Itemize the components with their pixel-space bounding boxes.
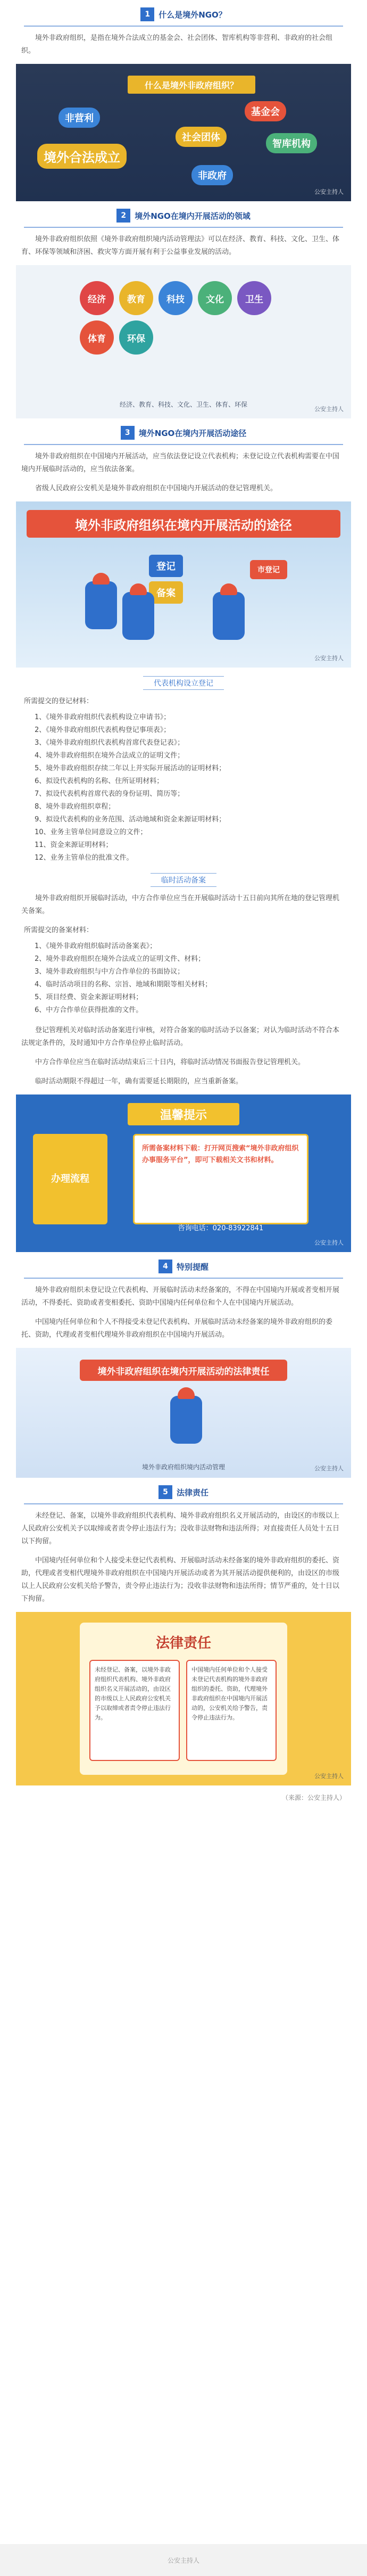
paragraph: 临时活动期限不得超过一年，确有需要延长期限的，应当重新备案。 xyxy=(35,1077,243,1085)
section-number: 2 xyxy=(116,209,130,223)
list-item: 3、境外非政府组织与中方合作单位的书面协议； xyxy=(35,968,185,976)
list-item: 2、《境外非政府组织代表机构登记事项表》； xyxy=(35,726,171,734)
tag-2: 基金会 xyxy=(245,101,286,121)
paragraph: 省级人民政府公安机关是境外非政府组织在中国境内开展活动的登记管理机关。 xyxy=(35,484,278,492)
field-tile: 环保 xyxy=(119,320,153,355)
paragraph: 境外非政府组织未登记设立代表机构、开展临时活动未经备案的，不得在中国境内开展或者变相开展活动，不得委托、资助或者变相委托、资助中国境内任何单位和个人在中国境内开展活动。 xyxy=(21,1286,340,1307)
section-number: 4 xyxy=(159,1260,172,1273)
temp-activity-heading xyxy=(0,873,367,887)
list-item: 9、拟设代表机构的业务范围、活动地域和资金来源证明材料； xyxy=(35,816,226,824)
watermark: 公安主持人 xyxy=(314,1773,344,1780)
field-tile: 体育 xyxy=(80,320,114,355)
legal-image xyxy=(16,1612,351,1785)
list-item: 6、中方合作单位获得批准的文件。 xyxy=(35,1006,143,1014)
list-item: 10、业务主管单位同意设立的文件； xyxy=(35,828,147,836)
ngo-definition-image xyxy=(16,64,351,201)
paragraph: 中方合作单位应当在临时活动结束后三十日内，将临时活动情况书面报告登记管理机关。 xyxy=(35,1058,305,1066)
divider xyxy=(24,1503,343,1504)
footer-bar: 公安主持人 xyxy=(0,2544,367,2576)
list-item: 2、境外非政府组织在境外合法成立的证明文件、材料； xyxy=(35,955,205,963)
list-lead: 所需提交的登记材料： xyxy=(24,697,94,705)
rep-office-list xyxy=(24,695,343,865)
paragraph: 境外非政府组织依照《境外非政府组织境内活动管理法》可以在经济、教育、科技、文化、卫生、体育、环保等领域和济困、救灾等方面开展有利于公益事业发展的活动。 xyxy=(21,235,340,256)
watermark: 公安主持人 xyxy=(314,1465,344,1472)
source-note: （来源：公安主持人） xyxy=(281,1794,346,1801)
field-tile: 科技 xyxy=(159,281,193,315)
paragraph: 境外非政府组织开展临时活动，中方合作单位应当在开展临时活动十五日前向其所在地的登记管理机关备案。 xyxy=(21,894,340,915)
paragraph: 未经登记、备案，以境外非政府组织代表机构、境外非政府组织名义开展活动的，由设区的市级以上人民政府公安机关予以取缔或者责令停止违法行为；没收非法财物和违法所得；对直接责任人员处十五日以下拘留。 xyxy=(21,1512,340,1545)
section-title: 境外NGO在境内开展活动途径 xyxy=(138,428,247,438)
mascot-icon xyxy=(213,592,245,640)
section-number: 1 xyxy=(140,7,154,21)
tag-5: 境外合法成立 xyxy=(37,144,127,169)
tag-3: 社会团体 xyxy=(176,127,227,147)
image-caption: 经济、教育、科技、文化、卫生、体育、环保 xyxy=(119,401,247,408)
watermark: 公安主持人 xyxy=(314,406,344,413)
section-title: 特别提醒 xyxy=(176,1262,208,1272)
law-text-right: 中国境内任何单位和个人接受未登记代表机构的境外非政府组织的委托、资助，代理境外非政府组织在中国境内开展活动的，公安机关给予警告，责令停止违法行为。 xyxy=(186,1660,277,1761)
notice-phone: 咨询电话：020-83922841 xyxy=(178,1224,264,1232)
field-tile: 卫生 xyxy=(237,281,271,315)
list-item: 6、拟设代表机构的名称、住所证明材料； xyxy=(35,777,164,785)
notice-box: 所需备案材料下载：打开网页搜索“境外非政府组织办事服务平台”，即可下载相关文书和材料。 xyxy=(133,1134,308,1224)
list-item: 4、临时活动项目的名称、宗旨、地域和期限等相关材料； xyxy=(35,981,212,989)
watermark: 公安主持人 xyxy=(314,655,344,662)
list-item: 12、业务主管单位的批准文件。 xyxy=(35,854,134,862)
paragraph: 境外非政府组织，是指在境外合法成立的基金会、社会团体、智库机构等非营利、非政府的社会组织。 xyxy=(21,34,333,55)
list-item: 3、《境外非政府组织代表机构首席代表登记表》； xyxy=(35,739,185,747)
activity-fields-image xyxy=(16,265,351,418)
field-tile: 文化 xyxy=(198,281,232,315)
section-2-header xyxy=(0,209,367,223)
temp-activity-list xyxy=(24,924,343,1017)
divider xyxy=(24,444,343,445)
list-item: 1、《境外非政府组织临时活动备案表》； xyxy=(35,942,157,950)
subheading-text: 临时活动备案 xyxy=(151,873,216,887)
list-lead: 所需提交的备案材料： xyxy=(24,926,94,934)
tag-6: 非政府 xyxy=(191,165,233,185)
list-item: 1、《境外非政府组织代表机构设立申请书》； xyxy=(35,713,171,721)
watermark: 公安主持人 xyxy=(314,1239,344,1246)
activity-path-image xyxy=(16,501,351,668)
list-item: 7、拟设代表机构首席代表的身份证明、简历等； xyxy=(35,790,185,798)
special-reminder-image xyxy=(16,1348,351,1478)
section-number: 3 xyxy=(121,426,135,440)
pill-city: 市登记 xyxy=(250,560,287,579)
paragraph: 境外非政府组织在中国境内开展活动，应当依法登记设立代表机构；未登记设立代表机构需要在中国境内开展临时活动的，应当依法备案。 xyxy=(21,452,340,473)
field-tiles xyxy=(80,281,282,355)
list-item: 5、境外非政府组织存续二年以上并实际开展活动的证明材料； xyxy=(35,764,226,772)
pill-record: 备案 xyxy=(149,581,183,604)
notice-side: 办理流程 xyxy=(33,1134,107,1224)
notice-image xyxy=(16,1094,351,1252)
section-title: 法律责任 xyxy=(176,1487,208,1497)
field-tile: 经济 xyxy=(80,281,114,315)
section-3-header xyxy=(0,426,367,440)
law-text-left: 未经登记、备案，以境外非政府组织代表机构、境外非政府组织名义开展活动的，由设区的市级以上人民政府公安机关予以取缔或者责令停止违法行为。 xyxy=(89,1660,180,1761)
image-banner: 境外非政府组织在境内开展活动的法律责任 xyxy=(80,1360,287,1381)
mascot-icon xyxy=(170,1396,202,1444)
list-item: 11、资金来源证明材料； xyxy=(35,841,113,849)
section-4-header xyxy=(0,1260,367,1273)
rep-office-heading xyxy=(0,676,367,690)
paragraph: 登记管理机关对临时活动备案进行审核，对符合备案的临时活动予以备案；对认为临时活动不符合本法规定条件的，及时通知中方合作单位停止临时活动。 xyxy=(21,1026,340,1047)
notice-title: 温馨提示 xyxy=(128,1103,239,1125)
law-card xyxy=(80,1623,287,1775)
pill-register: 登记 xyxy=(149,555,183,577)
divider xyxy=(24,1278,343,1279)
divider xyxy=(24,227,343,228)
section-number: 5 xyxy=(159,1485,172,1499)
image-hero: 什么是境外非政府组织？ xyxy=(128,76,255,94)
paragraph: 中国境内任何单位和个人接受未登记代表机构、开展临时活动未经备案的境外非政府组织的委托、资助，代理或者变相代理境外非政府组织在中国境内开展活动或者为其开展活动提供便利的，由设区的市级以上人民政府公安机关给予警告，责令停止违法行为；没收非法财物和违法所得；情节严重的，处十日以下拘留。 xyxy=(21,1557,340,1603)
divider xyxy=(24,26,343,27)
law-title: 法律责任 xyxy=(155,1635,211,1651)
image-caption: 境外非政府组织境内活动管理 xyxy=(141,1463,225,1471)
mascot-icon xyxy=(122,592,154,640)
tag-1: 非营利 xyxy=(59,108,100,128)
image-banner: 境外非政府组织在境内开展活动的途径 xyxy=(27,510,340,538)
paragraph: 中国境内任何单位和个人不得接受未登记代表机构、开展临时活动未经备案的境外非政府组织的委托、资助，代理或者变相代理境外非政府组织在中国境内开展活动。 xyxy=(21,1318,333,1339)
subheading-text: 代表机构设立登记 xyxy=(143,676,224,690)
list-item: 8、境外非政府组织章程； xyxy=(35,803,115,811)
mascot-icon xyxy=(85,581,117,629)
section-1-header xyxy=(0,7,367,21)
list-item: 4、境外非政府组织在境外合法成立的证明文件； xyxy=(35,752,185,760)
section-5-header xyxy=(0,1485,367,1499)
section-title: 什么是境外NGO？ xyxy=(159,10,227,20)
list-item: 5、项目经费、资金来源证明材料； xyxy=(35,993,143,1001)
tag-4: 智库机构 xyxy=(266,133,317,153)
field-tile: 教育 xyxy=(119,281,153,315)
section-title: 境外NGO在境内开展活动的领域 xyxy=(135,211,251,221)
watermark: 公安主持人 xyxy=(314,188,344,195)
